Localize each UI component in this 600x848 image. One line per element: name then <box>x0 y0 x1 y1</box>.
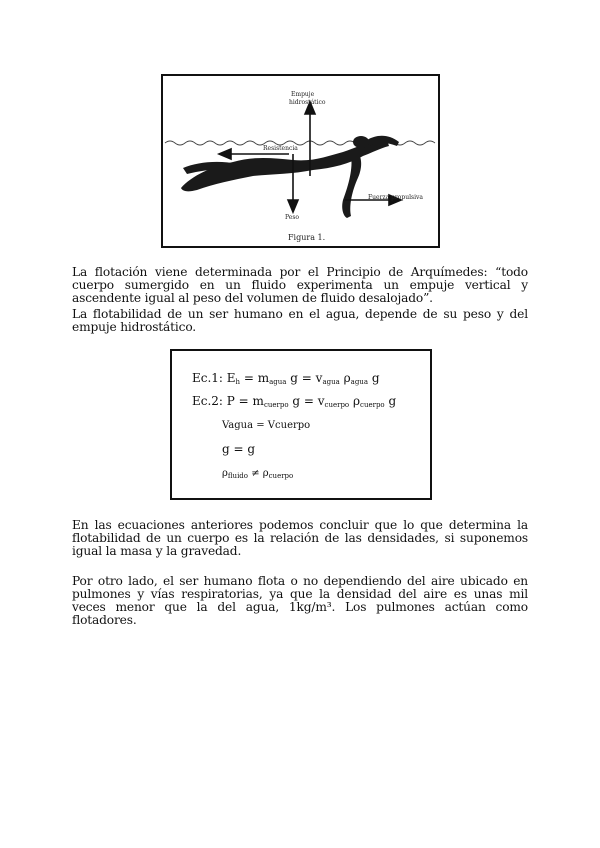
equations-box <box>170 349 432 500</box>
equation-2: Ec.2: $P = m_{cuerpo}$ $g = v_{cuerpo}$ $\rho_{cuerpo}$ g <box>192 394 397 409</box>
label-peso: Peso <box>285 214 300 221</box>
equation-volume: Vagua = Vcuerpo <box>222 420 311 431</box>
label-fuerza-propulsiva: Fuerza propulsiva <box>368 194 424 201</box>
paragraph-flotabilidad: La flotabilidad de un ser humano en el agua, depende de su peso y del empuje hidrostático. <box>72 307 528 334</box>
label-empuje: Empuje <box>291 91 315 98</box>
paragraph-aire-pulmones: Por otro lado, el ser humano flota o no dependiendo del aire ubicado en pulmones y vías respiratorias, ya que la densidad del aire es unas mil veces menor que la del agua, 1kg/m³. Los pulmones actúan como flotadores. <box>72 574 528 627</box>
swimmer-figure <box>161 74 440 248</box>
label-resistencia: Resistencia <box>263 145 298 152</box>
equation-1: Ec.1: $E_h = m_{agua}$ $g = v_{agua}$ $\rho_{agua}$ g <box>192 371 380 386</box>
figure-caption: Figura 1. <box>288 233 326 242</box>
label-hidrostatico: hidrostático <box>289 99 326 106</box>
equation-density: $\rho_{fluido} \ne \rho_{cuerpo}$ <box>222 468 294 480</box>
equation-gravity: g = g <box>222 442 256 456</box>
paragraph-conclusion: En las ecuaciones anteriores podemos concluir que lo que determina la flotabilidad de un cuerpo es la relación de las densidades, si suponemos igual la masa y la gravedad. <box>72 518 528 558</box>
paragraph-arquimedes: La flotación viene determinada por el Principio de Arquímedes: “todo cuerpo sumergido en un fluido experimenta un empuje vertical y ascendente igual al peso del volumen de fluido desalojado”. <box>72 265 528 305</box>
